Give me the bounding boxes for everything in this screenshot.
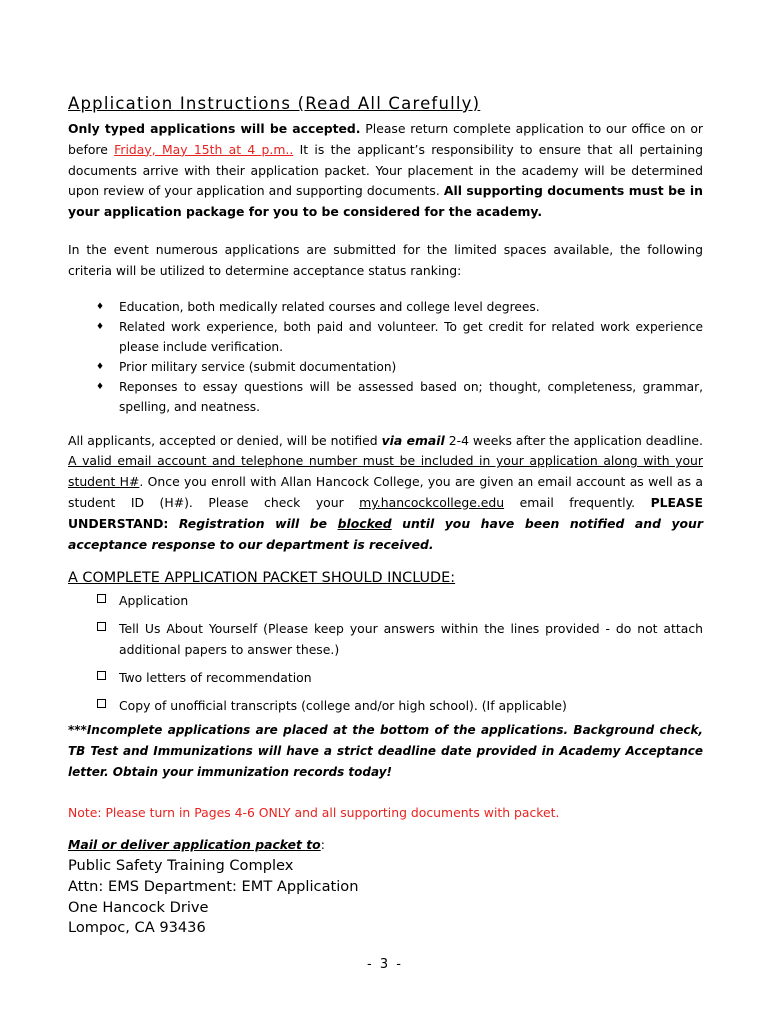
mail-heading-colon: :	[320, 837, 325, 853]
list-item	[68, 317, 703, 357]
criteria-text: Prior military service (submit documentation)	[119, 359, 397, 374]
checklist-text: Tell Us About Yourself (Please keep your answers within the lines provided - do not attach additional papers to answer these.)	[119, 621, 703, 658]
notification-paragraph	[68, 431, 703, 556]
address-line: Public Safety Training Complex	[68, 857, 294, 875]
list-item	[68, 297, 703, 317]
notify-text-1: All applicants, accepted or denied, will be notified	[68, 432, 382, 448]
email-requirement-underlined: A valid email account and telephone number must be included in your application along with your student H#	[68, 453, 703, 490]
checklist-text: Application	[119, 593, 189, 609]
mail-heading-text: Mail or deliver application packet to	[68, 837, 321, 853]
registration-tail: until you have been notified and your acceptance response to our department is received.	[68, 515, 703, 552]
notify-text-4: email frequently.	[504, 494, 651, 510]
registration-text: Registration will be	[168, 515, 338, 531]
list-item	[68, 618, 703, 660]
incomplete-applications-note: ***Incomplete applications are placed at the bottom of the applications. Background check, TB Test and Immunizations will have a strict deadline date provided in Academy Acceptance letter. Obtain your immunization records today!	[68, 723, 703, 780]
checkbox-icon	[97, 594, 106, 603]
checkbox-icon	[97, 671, 106, 680]
diamond-bullet-icon: ♦	[96, 361, 105, 372]
page-number: - 3 -	[367, 957, 403, 972]
packet-checklist	[68, 590, 703, 716]
checkbox-icon	[97, 622, 106, 631]
via-email-emphasis: via email	[381, 432, 445, 448]
address-line: One Hancock Drive	[68, 898, 209, 916]
college-site-link[interactable]: my.hancockcollege.edu	[359, 494, 505, 510]
criteria-text: Education, both medically related courses and college level degrees.	[119, 299, 540, 314]
notify-text-2: 2-4 weeks after the application deadline.	[444, 432, 703, 448]
blocked-word: blocked	[337, 515, 392, 531]
checkbox-icon	[97, 699, 106, 708]
address-line: Lompoc, CA 93436	[68, 919, 206, 937]
intro-text-1: Please return complete application to our office on or before	[68, 121, 703, 157]
checklist-text: Copy of unofficial transcripts (college and/or high school). (If applicable)	[119, 698, 567, 714]
mailing-address	[68, 856, 703, 938]
red-note: Note: Please turn in Pages 4-6 ONLY and all supporting documents with packet.	[68, 805, 560, 821]
please-understand: PLEASE UNDERSTAND:	[68, 494, 703, 531]
list-item	[68, 590, 703, 611]
list-item	[68, 377, 703, 417]
diamond-bullet-icon: ♦	[96, 301, 105, 312]
list-item	[68, 357, 703, 377]
checklist-text: Two letters of recommendation	[119, 670, 312, 686]
criteria-text: Related work experience, both paid and volunteer. To get credit for related work experience please include verification.	[119, 319, 703, 354]
criteria-list	[68, 297, 703, 417]
page-title: Application Instructions (Read All Carefully)	[68, 94, 481, 113]
list-item	[68, 667, 703, 688]
packet-heading: A COMPLETE APPLICATION PACKET SHOULD INCLUDE:	[68, 570, 456, 587]
mail-heading	[68, 837, 703, 852]
deadline-date: Friday, May 15th at 4 p.m..	[114, 141, 294, 157]
intro-bold-tail: All supporting documents must be in your application package for you to be considered for the academy.	[68, 183, 703, 220]
criteria-intro: In the event numerous applications are submitted for the limited spaces available, the following criteria will be utilized to determine acceptance status ranking:	[68, 241, 703, 278]
notify-text-3: . Once you enroll with Allan Hancock College, you are given an email account as well as a student ID (H#). Please check your	[68, 474, 703, 510]
intro-text-2: It is the applicant’s responsibility to ensure that all pertaining documents arrive with their application packet. Your placement in the academy will be determined upon review of your application and supporting documents.	[68, 141, 703, 199]
document-content	[68, 94, 703, 939]
criteria-text: Reponses to essay questions will be assessed based on; thought, completeness, grammar, spelling, and neatness.	[119, 379, 703, 414]
intro-paragraph	[68, 119, 703, 223]
list-item	[68, 695, 703, 716]
intro-bold-lead: Only typed applications will be accepted.	[68, 121, 361, 136]
diamond-bullet-icon: ♦	[96, 321, 105, 332]
diamond-bullet-icon: ♦	[96, 381, 105, 392]
address-line: Attn: EMS Department: EMT Application	[68, 877, 359, 895]
